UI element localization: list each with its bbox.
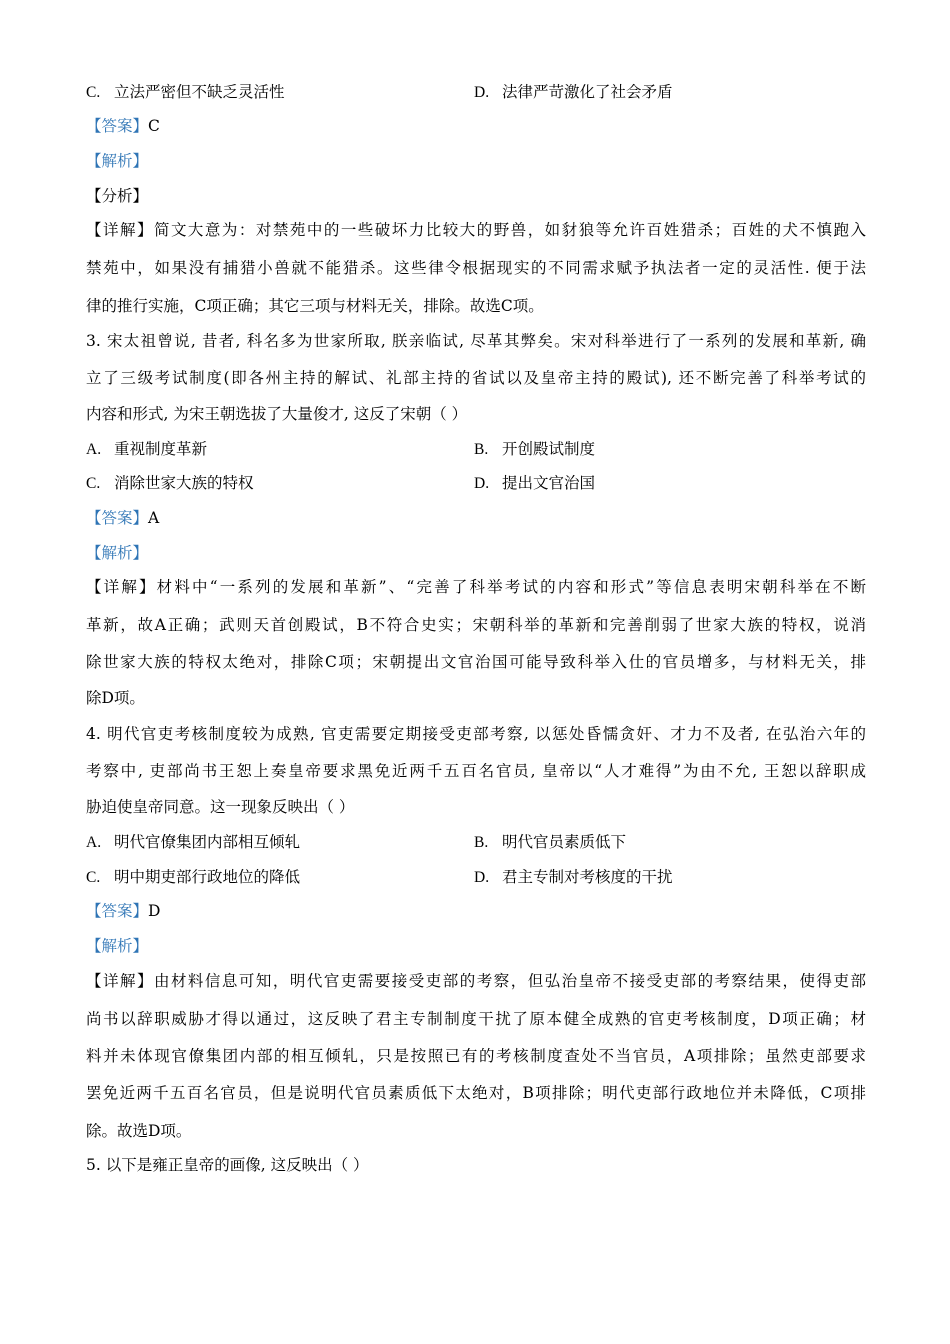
q3-answer — [86, 508, 866, 528]
q4-option-a[interactable] — [86, 832, 300, 853]
option-letter: C. — [86, 869, 101, 886]
option-text: 明代官僚集团内部相互倾轧 — [114, 833, 301, 851]
option-letter: D. — [474, 869, 490, 886]
q4-stem-line-2: 考察中, 吏部尚书王恕上奏皇帝要求黑免近两千五百名官员, 皇帝以“人才难得”为由不允, 王恕以辞职成 — [86, 762, 866, 780]
answer-tag: 【答案】 — [86, 902, 149, 920]
detail-text: 简文大意为：对禁苑中的一些破坏力比较大的野兽，如豺狼等允许百姓猎杀；百姓的犬不慎跑入 — [153, 221, 866, 239]
option-letter: D. — [474, 84, 490, 101]
option-text: 开创殿试制度 — [502, 440, 596, 458]
option-letter: B. — [474, 834, 489, 851]
analysis-tag: 【解析】 — [86, 937, 149, 955]
q3-stem-line-1: 3. 宋太祖曾说, 昔者, 科名多为世家所取, 朕亲临试, 尽革其弊矣。宋对科举进行了一系列的发展和革新, 确 — [86, 332, 866, 350]
detail-text: 由材料信息可知，明代官吏需要接受吏部的考察，但弘治皇帝不接受吏部的考察结果，使得吏部 — [153, 972, 866, 990]
q4-stem-line-1: 4. 明代官吏考核制度较为成熟, 官吏需要定期接受吏部考察, 以惩处昏懦贪奸、才力不及者, 在弘治六年的 — [86, 725, 866, 743]
q3-stem-line-3: 内容和形式, 为宋王朝选拔了大量俊才, 这反了宋朝（ ） — [86, 405, 468, 423]
option-text: 君主专制对考核度的干扰 — [502, 868, 673, 886]
answer-tag: 【答案】 — [86, 509, 149, 527]
q2-fenxi-heading — [86, 186, 866, 206]
option-text: 重视制度革新 — [114, 440, 208, 458]
option-text: 明代官员素质低下 — [502, 833, 627, 851]
option-letter: A. — [86, 834, 102, 851]
analysis-tag: 【解析】 — [86, 152, 149, 170]
detail-tag: 【详解】 — [86, 578, 157, 596]
q4-stem-line-3: 胁迫使皇帝同意。这一现象反映出（ ） — [86, 798, 355, 816]
q4-detail-line-5: 除。故选D项。 — [86, 1122, 192, 1140]
q2-detail-line-1 — [86, 220, 866, 240]
q3-option-b[interactable] — [474, 439, 595, 460]
q4-option-d[interactable] — [474, 867, 673, 888]
option-text: 法律严苛激化了社会矛盾 — [502, 83, 673, 101]
q4-analysis-heading — [86, 936, 866, 956]
q4-answer — [86, 901, 866, 921]
q3-detail-line-4: 除D项。 — [86, 689, 145, 707]
q3-detail-line-2: 革新，故A正确；武则天首创殿试，B不符合史实；宋朝科举的革新和完善削弱了世家大族的特权，说消 — [86, 616, 866, 634]
q2-analysis-heading — [86, 151, 866, 171]
q3-detail-line-1 — [86, 577, 866, 597]
option-letter: C. — [86, 84, 101, 101]
q2-option-c[interactable] — [86, 82, 285, 103]
q3-option-c[interactable] — [86, 473, 254, 494]
q3-option-d[interactable] — [474, 473, 595, 494]
detail-text: 材料中“一系列的发展和革新”、“完善了科举考试的内容和形式”等信息表明宋朝科举在不断 — [156, 578, 866, 596]
answer-value: D — [148, 902, 161, 920]
q4-detail-line-3: 料并未体现官僚集团内部的相互倾轧，只是按照已有的考核制度查处不当官员，A项排除；虽然吏部要求 — [86, 1047, 866, 1065]
option-text: 消除世家大族的特权 — [114, 474, 254, 492]
q4-detail-line-4: 罢免近两千五百名官员，但是说明代官员素质低下太绝对，B项排除；明代吏部行政地位并未降低，C项排 — [86, 1084, 866, 1102]
answer-value: A — [148, 509, 160, 527]
detail-tag: 【详解】 — [86, 221, 154, 239]
fenxi-tag: 【分析】 — [86, 187, 149, 205]
option-letter: A. — [86, 441, 102, 458]
q2-detail-line-3: 律的推行实施，C项正确；其它三项与材料无关，排除。故选C项。 — [86, 297, 544, 315]
q2-answer — [86, 116, 866, 136]
q2-option-d[interactable] — [474, 82, 673, 103]
q4-option-b[interactable] — [474, 832, 626, 853]
q2-detail-line-2: 禁苑中，如果没有捕猎小兽就不能猎杀。这些律令根据现实的不同需求赋予执法者一定的灵活性. 便于法 — [86, 259, 866, 277]
q4-option-c[interactable] — [86, 867, 300, 888]
q4-detail-line-2: 尚书以辞职威胁才得以通过，这反映了君主专制制度干扰了原本健全成熟的官吏考核制度，D项正确；材 — [86, 1010, 866, 1028]
option-text: 提出文官治国 — [502, 474, 596, 492]
q3-analysis-heading — [86, 543, 866, 563]
option-text: 明中期吏部行政地位的降低 — [114, 868, 301, 886]
q5-stem: 5. 以下是雍正皇帝的画像, 这反映出（ ） — [86, 1156, 369, 1174]
option-letter: C. — [86, 475, 101, 492]
answer-tag: 【答案】 — [86, 117, 149, 135]
analysis-tag: 【解析】 — [86, 544, 149, 562]
q3-detail-line-3: 除世家大族的特权太绝对，排除C项；宋朝提出文官治国可能导致科举入仕的官员增多，与材料无关，排 — [86, 653, 866, 671]
answer-value: C — [148, 117, 160, 135]
detail-tag: 【详解】 — [86, 972, 154, 990]
option-letter: B. — [474, 441, 489, 458]
q3-option-a[interactable] — [86, 439, 207, 460]
option-text: 立法严密但不缺乏灵活性 — [114, 83, 285, 101]
option-letter: D. — [474, 475, 490, 492]
q4-detail-line-1 — [86, 971, 866, 991]
q3-stem-line-2: 立了三级考试制度(即各州主持的解试、礼部主持的省试以及皇帝主持的殿试), 还不断完善了科举考试的 — [86, 369, 866, 387]
